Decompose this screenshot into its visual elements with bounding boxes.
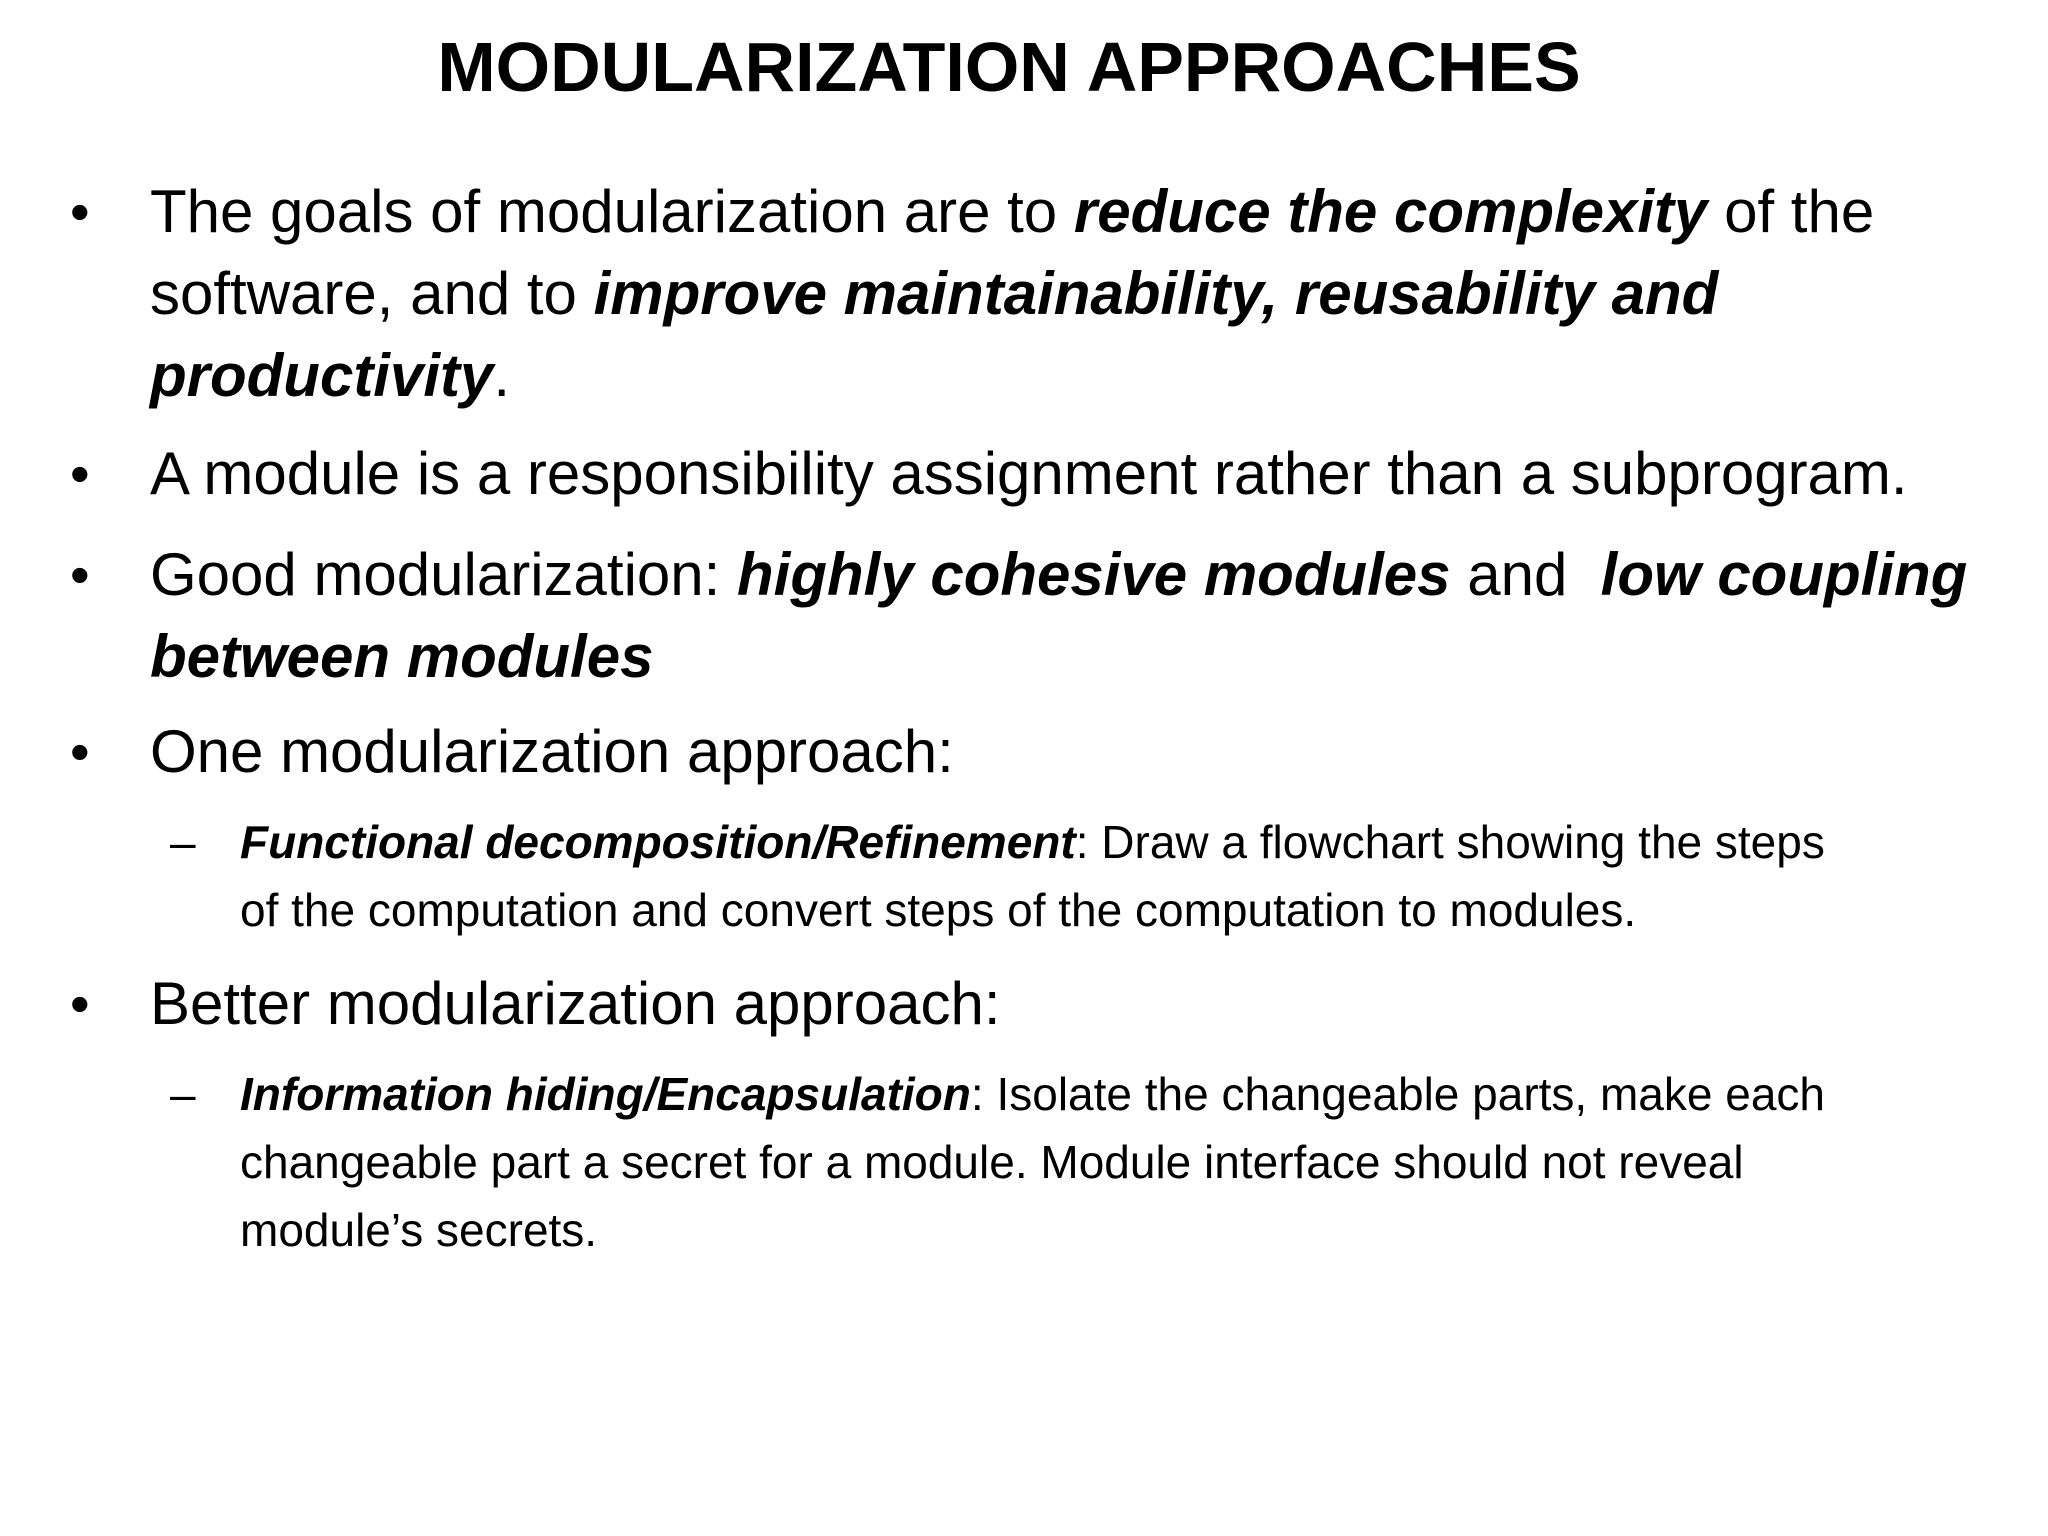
bullet-icon: • — [70, 442, 90, 505]
bullet-text — [150, 962, 1001, 1046]
emphasis-text: productivity — [150, 342, 494, 409]
bullet-text — [150, 170, 1874, 254]
text-run: One modularization approach: — [150, 718, 954, 785]
text-run: Good modularization: — [150, 541, 737, 608]
bullet-icon: • — [70, 720, 90, 783]
bullet-text — [150, 252, 1718, 336]
bullet-text — [150, 432, 1908, 516]
text-run: of the computation and convert steps of the computation to modules. — [240, 884, 1637, 936]
sub-bullet-text — [240, 1128, 1744, 1196]
emphasis-text: low coupling — [1600, 541, 1968, 608]
text-run: A module is a responsibility assignment rather than a subprogram. — [150, 440, 1908, 507]
text-run: changeable part a secret for a module. Module interface should not reveal — [240, 1136, 1744, 1188]
sub-bullet-text — [240, 1060, 1825, 1128]
emphasis-text: highly cohesive modules — [737, 541, 1451, 608]
text-run: : Draw a flowchart showing the steps — [1075, 816, 1825, 868]
slide-title: MODULARIZATION APPROACHES — [437, 28, 1581, 106]
bullet-icon: • — [70, 972, 90, 1035]
emphasis-text: between modules — [150, 623, 654, 690]
text-run: module’s secrets. — [240, 1204, 598, 1256]
bullet-text — [150, 615, 653, 699]
bullet-text — [150, 334, 510, 418]
sub-bullet-text — [240, 1196, 597, 1264]
bullet-icon: • — [70, 180, 90, 243]
emphasis-text: Functional decomposition/Refinement — [240, 816, 1076, 868]
bullet-icon: • — [70, 543, 90, 606]
sub-bullet-text — [240, 876, 1636, 944]
emphasis-text: improve maintainability, reusability and — [593, 260, 1719, 327]
dash-icon: – — [170, 816, 196, 868]
bullet-text — [150, 710, 954, 794]
sub-bullet-text — [240, 808, 1825, 876]
text-run: The goals of modularization are to — [150, 178, 1074, 245]
text-run: and — [1450, 541, 1601, 608]
text-run: Better modularization approach: — [150, 970, 1001, 1037]
text-run: . — [493, 342, 511, 409]
text-run: : Isolate the changeable parts, make each — [970, 1068, 1825, 1120]
emphasis-text: reduce the complexity — [1073, 178, 1708, 245]
text-run: software, and to — [150, 260, 594, 327]
dash-icon: – — [170, 1068, 196, 1120]
emphasis-text: Information hiding/Encapsulation — [240, 1068, 971, 1120]
bullet-text — [150, 533, 1967, 617]
text-run: of the — [1707, 178, 1875, 245]
